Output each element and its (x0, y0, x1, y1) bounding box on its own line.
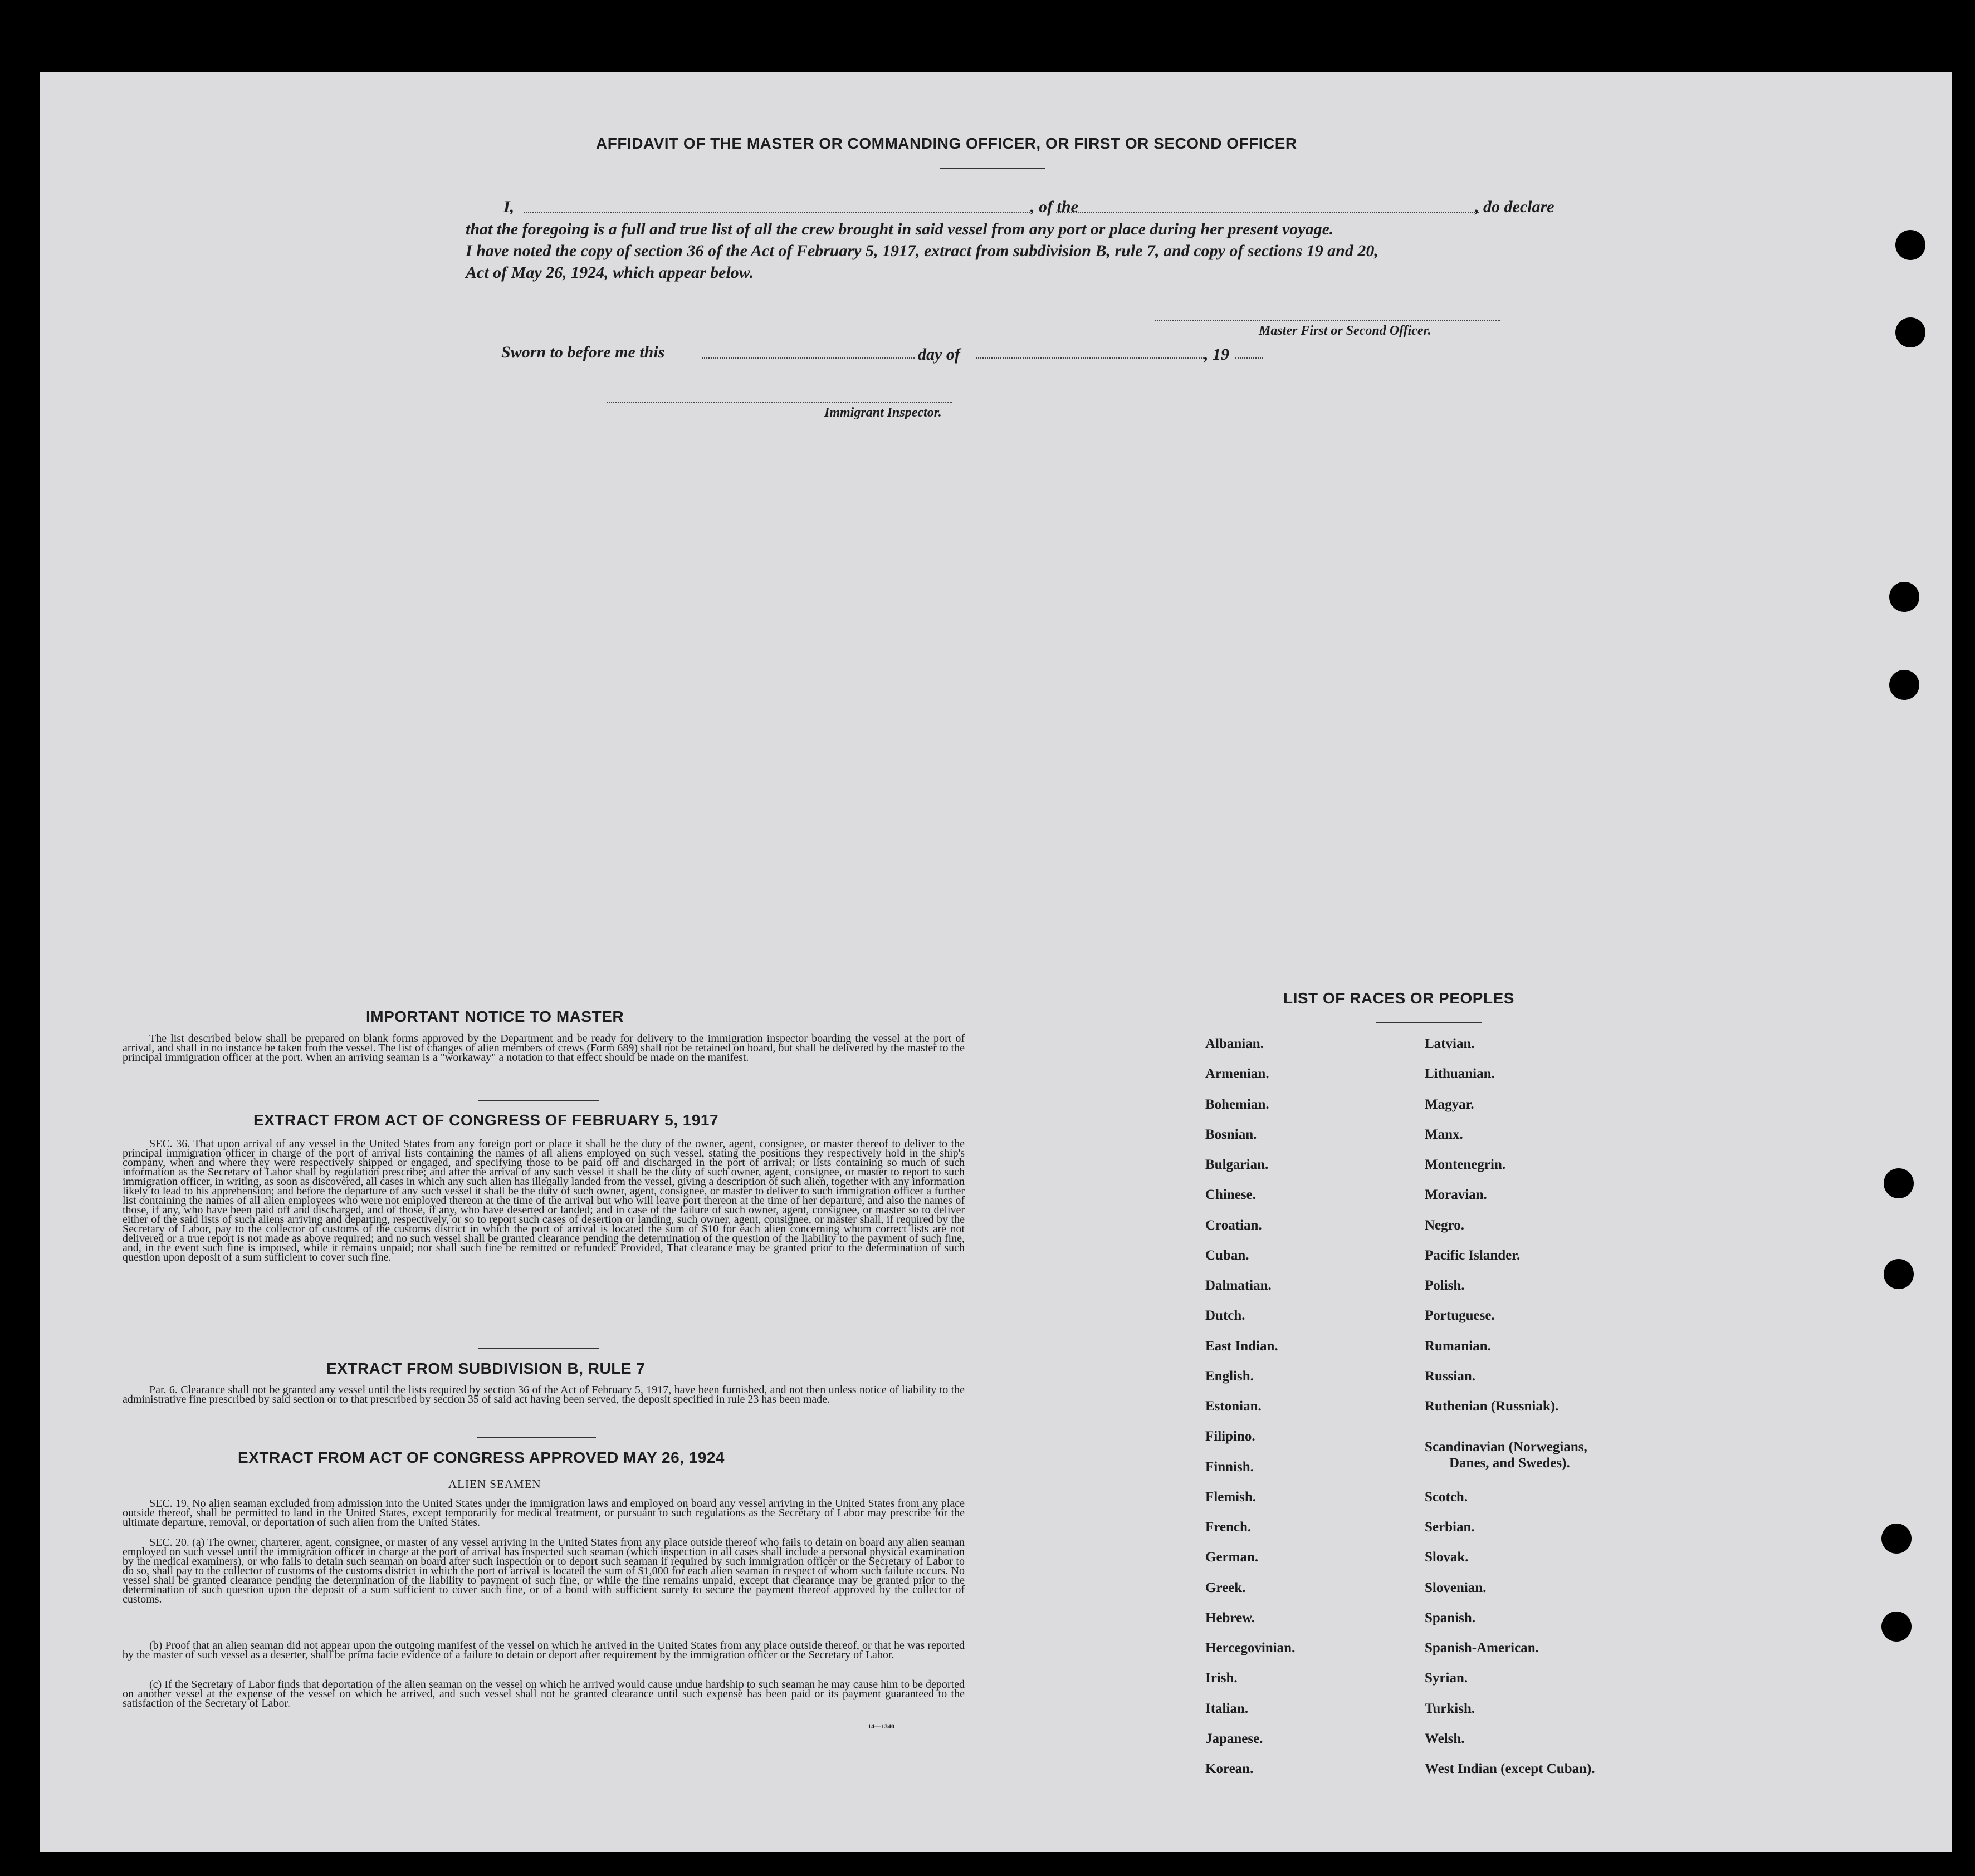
race-item: French. (1205, 1520, 1252, 1535)
race-item: Syrian. (1425, 1671, 1468, 1686)
race-item: Serbian. (1425, 1520, 1475, 1535)
inspector-signature-line (607, 402, 952, 403)
affidavit-line-2: that the foregoing is a full and true list of all the crew brought in said vessel from any port or place during her present voyage. (466, 220, 1334, 238)
race-item: Irish. (1205, 1671, 1238, 1686)
sec-19-text: SEC. 19. No alien seaman excluded from admission into the United States under the immigration laws and employed on board any vessel arriving in the United States from any place outside thereof, shall be permitted to land in the United States, except temporarily for medical treatment, or pursuant to such regulations as the Secretary of Labor may prescribe for the ultimate departure, removal, or deportation of such alien from the United States. (123, 1497, 965, 1529)
race-item: Albanian. (1205, 1036, 1264, 1051)
race-item: Danes, and Swedes). (1449, 1456, 1570, 1471)
form-number: 14—1340 (868, 1722, 894, 1730)
race-item: Bohemian. (1205, 1097, 1269, 1112)
affidavit-do-declare: , do declare (1475, 198, 1554, 216)
race-item: East Indian. (1205, 1339, 1278, 1354)
race-item: Spanish. (1425, 1610, 1476, 1625)
race-item: Flemish. (1205, 1490, 1256, 1505)
race-item: Greek. (1205, 1580, 1246, 1595)
alien-seamen-subtitle: ALIEN SEAMEN (448, 1477, 541, 1491)
race-item: Filipino. (1205, 1429, 1255, 1444)
binder-hole (1889, 582, 1919, 612)
race-item: Estonian. (1205, 1399, 1262, 1414)
race-item: Dalmatian. (1205, 1278, 1272, 1293)
binder-hole (1884, 1168, 1914, 1198)
sec-20c-text: (c) If the Secretary of Labor finds that deportation of the alien seaman on the vessel on which he arrived would cause undue hardship to such seaman he may cause him to be deported on another vessel at the expense of the vessel on which he arrived, and such vessel shall not be granted clearance until such expense has been paid or its payment guaranteed to the satisfaction of the Secretary of Labor. (123, 1678, 965, 1710)
race-item: Portuguese. (1425, 1308, 1495, 1323)
race-item: Turkish. (1425, 1701, 1475, 1716)
race-item: Polish. (1425, 1278, 1465, 1293)
race-item: Armenian. (1205, 1066, 1269, 1081)
divider (478, 1100, 599, 1101)
divider (478, 1348, 599, 1349)
sec-20a-text: SEC. 20. (a) The owner, charterer, agent, consignee, or master of any vessel arriving in the United States from any place outside thereof who fails to detain on board any alien seaman employed on such vessel until the immigration officer in charge at the port of arrival has inspected such seaman (which inspection in all cases shall include a personal physical examination by the medical examiners), or who fails to detain such seaman on board after such inspection or to deport such seaman if required by such immigration officer or the Secretary of Labor to do so, shall pay to the collector of customs of the customs district in which the port of arrival is located the sum of $1,000 for each alien seaman in respect of whom such failure occurs. No vessel shall be granted clearance pending the determination of the liability to payment of such fine, or while the fine remains unpaid, except that clearance may be granted prior to the determination of such question upon the deposit of a sum sufficient to cover such fine, or of a bond with sufficient surety to secure the payment thereof approved by the collector of customs. (123, 1536, 965, 1605)
race-item: Rumanian. (1425, 1339, 1491, 1354)
race-item: Korean. (1205, 1761, 1254, 1776)
race-item: Scandinavian (Norwegians, (1425, 1439, 1587, 1454)
binder-hole (1881, 1612, 1912, 1642)
race-item: Hebrew. (1205, 1610, 1255, 1625)
month-blank (976, 357, 1204, 359)
race-item: Dutch. (1205, 1308, 1245, 1323)
binder-hole (1889, 670, 1919, 700)
rule-7-title: EXTRACT FROM SUBDIVISION B, RULE 7 (326, 1360, 646, 1377)
divider (1376, 1022, 1482, 1023)
race-item: Montenegrin. (1425, 1157, 1506, 1172)
race-item: English. (1205, 1369, 1254, 1384)
race-item: Russian. (1425, 1369, 1476, 1384)
affidavit-line-4: Act of May 26, 1924, which appear below. (466, 263, 754, 282)
master-signature-line (1155, 320, 1500, 321)
race-item: Croatian. (1205, 1218, 1262, 1233)
name-blank (524, 212, 1030, 213)
year-blank (1235, 357, 1263, 359)
notice-title: IMPORTANT NOTICE TO MASTER (366, 1008, 624, 1025)
race-item: Chinese. (1205, 1187, 1256, 1202)
race-item: German. (1205, 1550, 1259, 1565)
affidavit-line-3: I have noted the copy of section 36 of the Act of February 5, 1917, extract from subdivision B, rule 7, and copy of sections 19 and 20, (466, 242, 1378, 260)
extract-1917-body: SEC. 36. That upon arrival of any vessel in the United States from any foreign port or place it shall be the duty of the owner, agent, consignee, or master thereof to deliver to the principal immigration officer in charge of the port of arrival lists containing the names of all aliens employed on such vessel, stating the positions they respectively hold in the ship's company, when and where they were respectively shipped or engaged, and specifying those to be paid off and discharged in the port of arrival; or lists containing so much of such information as the Secretary of Labor shall by regulation prescribe; and after the arrival of any such vessel it shall be the duty of such owner, agent, consignee, or master to report to such immigration officer, in writing, as soon as discovered, all cases in which any such alien has illegally landed from the vessel, giving a description of such alien, together with any information likely to lead to his apprehension; and before the departure of any such vessel it shall be the duty of such owner, agent, consignee, or master to deliver to such immigration officer a further list containing the names of all alien employees who were not employed thereon at the time of the arrival but who will leave port thereon at the time of her departure, and also the names of those, if any, who have been paid off and discharged, and of those, if any, who have deserted or landed; and in case of the failure of such owner, agent, consignee, or master so to deliver either of the said lists of such aliens arriving and departing, respectively, or so to report such cases of desertion or landing, such owner, agent, consignee, or master shall, if required by the Secretary of Labor, pay to the collector of customs of the customs district in which the port of arrival is located the sum of $10 for each alien concerning whom correct lists are not delivered or a true report is not made as above required; and no such vessel shall be granted clearance pending the determination of the question of the liability to the payment of such fine, and, in the event such fine is imposed, while it remains unpaid; nor shall such fine be remitted or refunded: Provided, That clearance may be granted prior to the determination of such question upon deposit of a sum sufficient to cover such fine. (123, 1138, 965, 1263)
divider (940, 168, 1045, 169)
notice-body: The list described below shall be prepared on blank forms approved by the Department and be ready for delivery to the immigration inspector boarding the vessel at the port of arrival, and shall in no instance be taken from the vessel. The list of changes of alien members of crews (Form 689) shall not be retained on board, but shall be delivered by the master to the principal immigration officer at the port. When an arriving seaman is a "workaway" a notation to that effect should be made on the manifest. (123, 1032, 965, 1064)
affidavit-i: I, (503, 198, 515, 216)
document-page (40, 72, 1952, 1852)
race-item: Latvian. (1425, 1036, 1475, 1051)
race-item: Hercegovinian. (1205, 1640, 1296, 1655)
extract-1917-title: EXTRACT FROM ACT OF CONGRESS OF FEBRUARY 5, 1917 (253, 1111, 719, 1129)
day-of-text: day of (918, 345, 960, 364)
race-item: Pacific Islander. (1425, 1248, 1521, 1263)
extract-1924-title: EXTRACT FROM ACT OF CONGRESS APPROVED MAY 26, 1924 (238, 1449, 725, 1466)
race-item: Japanese. (1205, 1731, 1263, 1746)
affidavit-title: AFFIDAVIT OF THE MASTER OR COMMANDING OFFICER, OR FIRST OR SECOND OFFICER (596, 135, 1297, 152)
binder-hole (1895, 317, 1925, 347)
divider (477, 1437, 596, 1438)
day-blank (702, 357, 915, 359)
race-item: Welsh. (1425, 1731, 1465, 1746)
race-item: Bulgarian. (1205, 1157, 1269, 1172)
race-item: Scotch. (1425, 1490, 1468, 1505)
race-item: Manx. (1425, 1127, 1463, 1142)
race-item: Lithuanian. (1425, 1066, 1495, 1081)
race-item: Spanish-American. (1425, 1640, 1539, 1655)
sworn-text: Sworn to before me this (501, 343, 665, 361)
binder-hole (1884, 1259, 1914, 1289)
vessel-blank (1056, 212, 1479, 213)
race-item: Negro. (1425, 1218, 1465, 1233)
binder-hole (1881, 1524, 1912, 1554)
race-item: Magyar. (1425, 1097, 1474, 1112)
inspector-signature-label: Immigrant Inspector. (824, 405, 942, 420)
race-item: Slovak. (1425, 1550, 1469, 1565)
race-item: Finnish. (1205, 1459, 1254, 1475)
race-item: Italian. (1205, 1701, 1249, 1716)
race-item: Moravian. (1425, 1187, 1487, 1202)
race-item: Ruthenian (Russniak). (1425, 1399, 1559, 1414)
race-item: Slovenian. (1425, 1580, 1487, 1595)
rule-7-body: Par. 6. Clearance shall not be granted any vessel until the lists required by section 36 of the Act of February 5, 1917, have been furnished, and not then unless notice of liability to the administrative fine prescribed by said section or to that prescribed by section 35 of said act having been served, the deposit specified in rule 23 has been made. (123, 1384, 965, 1405)
sec-20b-text: (b) Proof that an alien seaman did not appear upon the outgoing manifest of the vessel on which he arrived in the United States from any place outside thereof, or that he was reported by the master of such vessel as a deserter, shall be prima facie evidence of a failure to detain or deport after requirement by the immigration officer or the Secretary of Labor. (123, 1639, 965, 1661)
races-title: LIST OF RACES OR PEOPLES (1283, 990, 1514, 1007)
race-item: Cuban. (1205, 1248, 1249, 1263)
affidavit-of-the: , of the (1030, 198, 1078, 216)
race-item: Bosnian. (1205, 1127, 1257, 1142)
master-signature-label: Master First or Second Officer. (1259, 324, 1431, 338)
binder-hole (1895, 230, 1925, 260)
year-text: , 19 (1204, 345, 1229, 364)
race-item: West Indian (except Cuban). (1425, 1761, 1595, 1776)
